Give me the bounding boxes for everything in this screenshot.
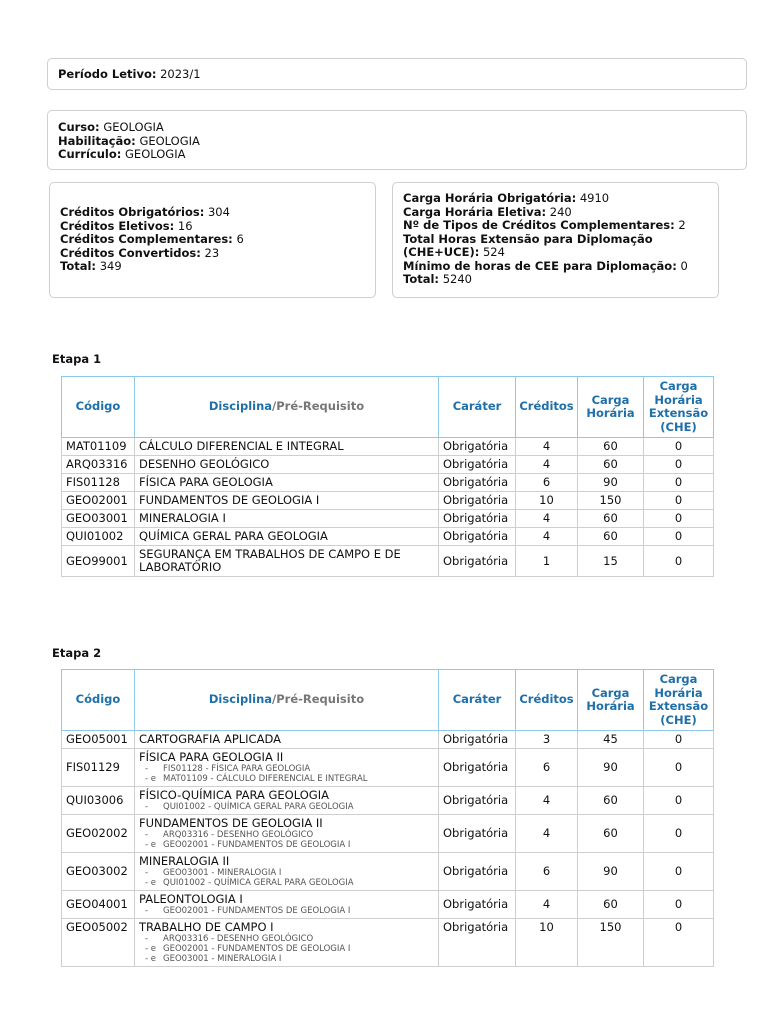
carga-total: Total: 5240 — [403, 272, 472, 286]
disciplina-cell — [135, 546, 439, 577]
disciplina-name: TRABALHO DE CAMPO I — [139, 920, 274, 934]
table-row — [62, 528, 714, 546]
codigo-cell: GEO05001 — [62, 731, 135, 749]
creditos-cell: 4 — [516, 438, 578, 456]
codigo-cell: MAT01109 — [62, 438, 135, 456]
header-creditos: Créditos — [516, 670, 578, 731]
che-cell: 0 — [644, 528, 714, 546]
prerequisite-item — [139, 944, 434, 954]
periodo-value: 2023/1 — [160, 67, 201, 81]
minimo-horas-cee: Mínimo de horas de CEE para Diplomação: 0 — [403, 258, 688, 273]
periodo-label: Período Letivo: — [58, 67, 157, 81]
carater-cell: Obrigatória — [439, 474, 516, 492]
disciplina-name: FÍSICO-QUÍMICA PARA GEOLOGIA — [139, 788, 329, 802]
disciplina-cell — [135, 815, 439, 853]
header-carater: Caráter — [439, 670, 516, 731]
carga-cell: 90 — [578, 853, 644, 891]
header-slash: / — [272, 692, 277, 707]
prerequisite-prefix: - — [145, 906, 149, 916]
table-row — [62, 919, 714, 967]
disciplina-cell — [135, 474, 439, 492]
header-row — [62, 670, 714, 731]
table-row — [62, 510, 714, 528]
table-row — [62, 815, 714, 853]
codigo-cell: GEO99001 — [62, 546, 135, 577]
prerequisite-text: GEO02001 - FUNDAMENTOS DE GEOLOGIA I — [163, 840, 351, 850]
prerequisite-item — [139, 954, 434, 964]
prerequisite-item — [139, 906, 434, 916]
periodo-box — [47, 58, 747, 90]
carater-cell: Obrigatória — [439, 815, 516, 853]
prerequisite-prefix: - — [145, 934, 149, 944]
codigo-cell: FIS01128 — [62, 474, 135, 492]
carater-cell: Obrigatória — [439, 546, 516, 577]
prerequisite-text: QUI01002 - QUÍMICA GERAL PARA GEOLOGIA — [163, 878, 354, 888]
carga-cell: 60 — [578, 456, 644, 474]
header-disciplina — [135, 670, 439, 731]
carga-eletiva: Carga Horária Eletiva: 240 — [403, 204, 572, 219]
creditos-cell: 4 — [516, 815, 578, 853]
disciplina-cell — [135, 749, 439, 787]
carga-cell: 60 — [578, 787, 644, 815]
prerequisite-text: ARQ03316 - DESENHO GEOLÓGICO — [163, 830, 314, 840]
table-row — [62, 787, 714, 815]
disciplina-cell — [135, 528, 439, 546]
creditos-cell: 4 — [516, 787, 578, 815]
disciplina-name: FÍSICA PARA GEOLOGIA — [139, 475, 273, 489]
creditos-cell: 10 — [516, 919, 578, 967]
che-cell: 0 — [644, 787, 714, 815]
carater-cell: Obrigatória — [439, 787, 516, 815]
table-row — [62, 438, 714, 456]
curriculo-line: Currículo: GEOLOGIA — [58, 147, 186, 161]
header-carater: Caráter — [439, 377, 516, 438]
prerequisite-prefix: - — [145, 802, 149, 812]
creditos-convertidos: Créditos Convertidos: 23 — [60, 245, 220, 260]
codigo-cell: GEO05002 — [62, 919, 135, 967]
codigo-cell: QUI01002 — [62, 528, 135, 546]
disciplina-name: MINERALOGIA I — [139, 511, 226, 525]
prerequisite-text: QUI01002 - QUÍMICA GERAL PARA GEOLOGIA — [163, 802, 354, 812]
carga-cell: 90 — [578, 749, 644, 787]
che-cell: 0 — [644, 474, 714, 492]
disciplina-cell — [135, 456, 439, 474]
disciplina-name: CARTOGRAFIA APLICADA — [139, 732, 281, 746]
carater-cell: Obrigatória — [439, 853, 516, 891]
prerequisite-text: FIS01128 - FÍSICA PARA GEOLOGIA — [163, 764, 311, 774]
prerequisite-prefix: - e — [145, 840, 156, 850]
etapa-1-table — [61, 376, 714, 577]
creditos-cell: 6 — [516, 474, 578, 492]
carga-obrigatoria: Carga Horária Obrigatória: 4910 — [403, 191, 610, 205]
header-codigo: Código — [62, 377, 135, 438]
carga-cell: 90 — [578, 474, 644, 492]
creditos-cell: 4 — [516, 891, 578, 919]
prerequisite-item — [139, 774, 434, 784]
disciplina-cell — [135, 919, 439, 967]
disciplina-name: PALEONTOLOGIA I — [139, 892, 243, 906]
curso-box — [47, 110, 747, 170]
che-cell: 0 — [644, 456, 714, 474]
prerequisite-prefix: - — [145, 764, 149, 774]
header-disciplina-label: Disciplina — [208, 692, 273, 707]
prerequisite-prefix: - — [145, 868, 149, 878]
table-row — [62, 891, 714, 919]
table-row — [62, 731, 714, 749]
header-disciplina — [135, 377, 439, 438]
che-cell: 0 — [644, 891, 714, 919]
prerequisite-text: MAT01109 - CÁLCULO DIFERENCIAL E INTEGRAL — [163, 774, 368, 784]
disciplina-name: MINERALOGIA II — [139, 854, 230, 868]
table-row — [62, 456, 714, 474]
disciplina-name: DESENHO GEOLÓGICO — [139, 457, 270, 471]
prerequisite-prefix: - e — [145, 954, 156, 964]
carater-cell: Obrigatória — [439, 749, 516, 787]
disciplina-cell — [135, 787, 439, 815]
disciplina-cell — [135, 731, 439, 749]
che-cell: 0 — [644, 492, 714, 510]
creditos-cell: 6 — [516, 853, 578, 891]
prerequisite-item — [139, 868, 434, 878]
creditos-obrigatorios: Créditos Obrigatórios: 304 — [60, 205, 230, 219]
che-cell: 0 — [644, 815, 714, 853]
etapa-2-table — [61, 669, 714, 967]
prerequisite-item — [139, 840, 434, 850]
prerequisite-text: GEO03001 - MINERALOGIA I — [163, 954, 282, 964]
codigo-cell: GEO02001 — [62, 492, 135, 510]
header-row — [62, 377, 714, 438]
carater-cell: Obrigatória — [439, 492, 516, 510]
creditos-box — [49, 182, 376, 298]
carga-cell: 60 — [578, 528, 644, 546]
disciplina-cell — [135, 438, 439, 456]
carga-cell: 60 — [578, 510, 644, 528]
prerequisite-text: GEO02001 - FUNDAMENTOS DE GEOLOGIA I — [163, 906, 351, 916]
header-slash: / — [272, 399, 277, 414]
disciplina-name: FUNDAMENTOS DE GEOLOGIA II — [139, 816, 323, 830]
prerequisite-prefix: - e — [145, 944, 156, 954]
carater-cell: Obrigatória — [439, 528, 516, 546]
creditos-cell: 4 — [516, 528, 578, 546]
codigo-cell: GEO03002 — [62, 853, 135, 891]
disciplina-name: SEGURANÇA EM TRABALHOS DE CAMPO E DE LABORATÓRIO — [139, 547, 401, 574]
carater-cell: Obrigatória — [439, 510, 516, 528]
creditos-cell: 1 — [516, 546, 578, 577]
che-cell: 0 — [644, 919, 714, 967]
che-cell: 0 — [644, 749, 714, 787]
disciplina-cell — [135, 853, 439, 891]
codigo-cell: GEO04001 — [62, 891, 135, 919]
header-prereq-label: Pré-Requisito — [276, 692, 365, 707]
table-row — [62, 749, 714, 787]
creditos-total: Total: 349 — [60, 259, 122, 273]
carater-cell: Obrigatória — [439, 919, 516, 967]
disciplina-name: CÁLCULO DIFERENCIAL E INTEGRAL — [139, 439, 344, 453]
codigo-cell: FIS01129 — [62, 749, 135, 787]
carga-cell: 150 — [578, 919, 644, 967]
che-cell: 0 — [644, 438, 714, 456]
total-horas-extensao: Total Horas Extensão para Diplomação (CHE+UCE): 524 — [403, 231, 653, 259]
creditos-cell: 3 — [516, 731, 578, 749]
carater-cell: Obrigatória — [439, 731, 516, 749]
codigo-cell: GEO02002 — [62, 815, 135, 853]
periodo-line — [58, 68, 736, 82]
prerequisite-item — [139, 764, 434, 774]
carga-cell: 60 — [578, 891, 644, 919]
header-creditos: Créditos — [516, 377, 578, 438]
carga-cell: 150 — [578, 492, 644, 510]
etapa-1-title: Etapa 1 — [52, 352, 102, 366]
prerequisite-text: GEO03001 - MINERALOGIA I — [163, 868, 282, 878]
carater-cell: Obrigatória — [439, 891, 516, 919]
curso-line: Curso: GEOLOGIA — [58, 120, 164, 134]
disciplina-name: FÍSICA PARA GEOLOGIA II — [139, 750, 284, 764]
header-carga-extensao: Carga Horária Extensão (CHE) — [644, 670, 714, 731]
creditos-eletivos: Créditos Eletivos: 16 — [60, 218, 193, 233]
che-cell: 0 — [644, 853, 714, 891]
prerequisite-item — [139, 802, 434, 812]
prerequisite-prefix: - e — [145, 878, 156, 888]
table-row — [62, 853, 714, 891]
carga-cell: 60 — [578, 438, 644, 456]
carga-cell: 60 — [578, 815, 644, 853]
creditos-cell: 4 — [516, 510, 578, 528]
header-disciplina-label: Disciplina — [208, 399, 273, 414]
codigo-cell: ARQ03316 — [62, 456, 135, 474]
carga-cell: 45 — [578, 731, 644, 749]
disciplina-name: QUÍMICA GERAL PARA GEOLOGIA — [139, 529, 328, 543]
disciplina-cell — [135, 492, 439, 510]
header-carga-extensao: Carga Horária Extensão (CHE) — [644, 377, 714, 438]
codigo-cell: QUI03006 — [62, 787, 135, 815]
prerequisite-text: GEO02001 - FUNDAMENTOS DE GEOLOGIA I — [163, 944, 351, 954]
disciplina-cell — [135, 891, 439, 919]
creditos-complementares: Créditos Complementares: 6 — [60, 232, 244, 246]
che-cell: 0 — [644, 510, 714, 528]
disciplina-name: FUNDAMENTOS DE GEOLOGIA I — [139, 493, 320, 507]
tipos-creditos-complementares: Nº de Tipos de Créditos Complementares: 2 — [403, 218, 686, 232]
table-row — [62, 474, 714, 492]
prerequisite-prefix: - — [145, 830, 149, 840]
etapa-2-title: Etapa 2 — [52, 646, 102, 660]
prerequisite-item — [139, 934, 434, 944]
carater-cell: Obrigatória — [439, 456, 516, 474]
creditos-cell: 4 — [516, 456, 578, 474]
table-row — [62, 492, 714, 510]
header-codigo: Código — [62, 670, 135, 731]
che-cell: 0 — [644, 731, 714, 749]
habilitacao-line: Habilitação: GEOLOGIA — [58, 133, 200, 148]
prerequisite-item — [139, 830, 434, 840]
carater-cell: Obrigatória — [439, 438, 516, 456]
header-carga-horaria: Carga Horária — [578, 377, 644, 438]
creditos-cell: 6 — [516, 749, 578, 787]
prerequisite-text: ARQ03316 - DESENHO GEOLÓGICO — [163, 934, 314, 944]
codigo-cell: GEO03001 — [62, 510, 135, 528]
che-cell: 0 — [644, 546, 714, 577]
carga-box — [392, 182, 719, 298]
prerequisite-prefix: - e — [145, 774, 156, 784]
prerequisite-item — [139, 878, 434, 888]
carga-cell: 15 — [578, 546, 644, 577]
creditos-cell: 10 — [516, 492, 578, 510]
header-prereq-label: Pré-Requisito — [276, 399, 365, 414]
header-carga-horaria: Carga Horária — [578, 670, 644, 731]
disciplina-cell — [135, 510, 439, 528]
table-row — [62, 546, 714, 577]
